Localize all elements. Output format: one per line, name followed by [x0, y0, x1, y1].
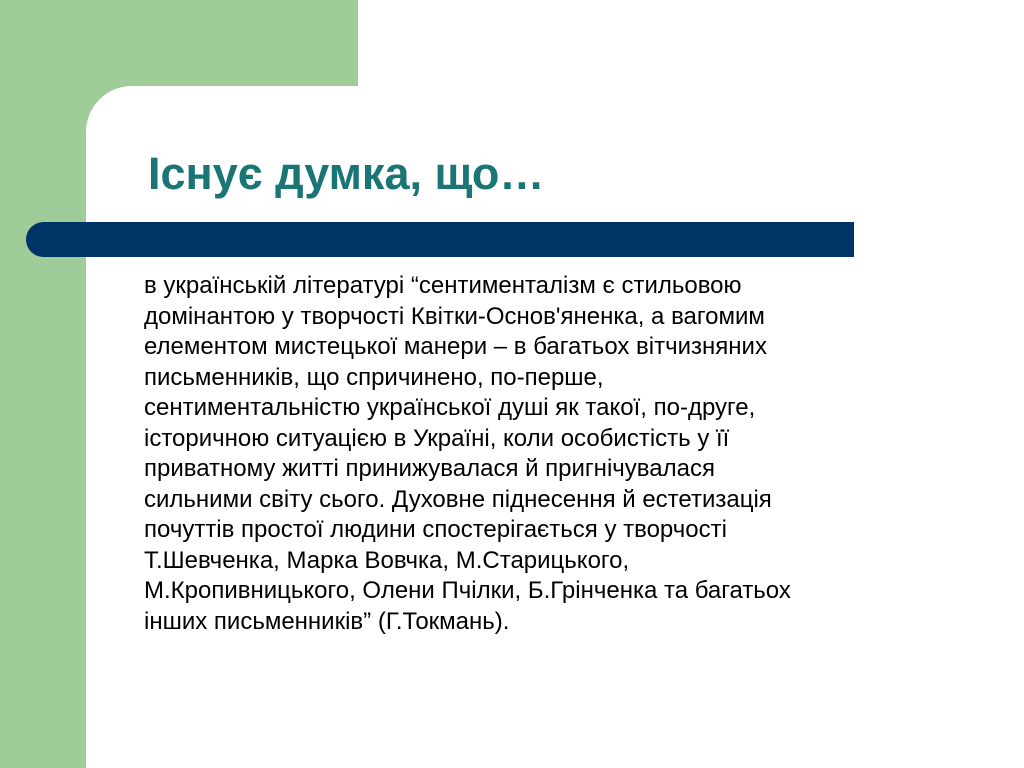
slide-title: Існує думка, що… — [148, 148, 545, 199]
slide-body-text: в українській літературі “сентименталізм є стильовою домінантою у творчості Квітки-Основ'яненка, а вагомим елементом мистецької манери – в багатьох вітчизняних письменників, що спричинено, по-перше, сентиментальністю української душі як такої, по-друге, історичною ситуацією в Україні, коли особистість у її приватному житті принижувалася й пригнічувалася сильними світу сього. Духовне піднесення й естетизація почуттів простої людини спостерігається у творчості Т.Шевченка, Марка Вовчка, М.Старицького, М.Кропивницького, Олени Пчілки, Б.Грінченка та багатьох інших письменників” (Г.Токмань). — [144, 272, 791, 635]
title-underline-bar — [26, 222, 854, 257]
